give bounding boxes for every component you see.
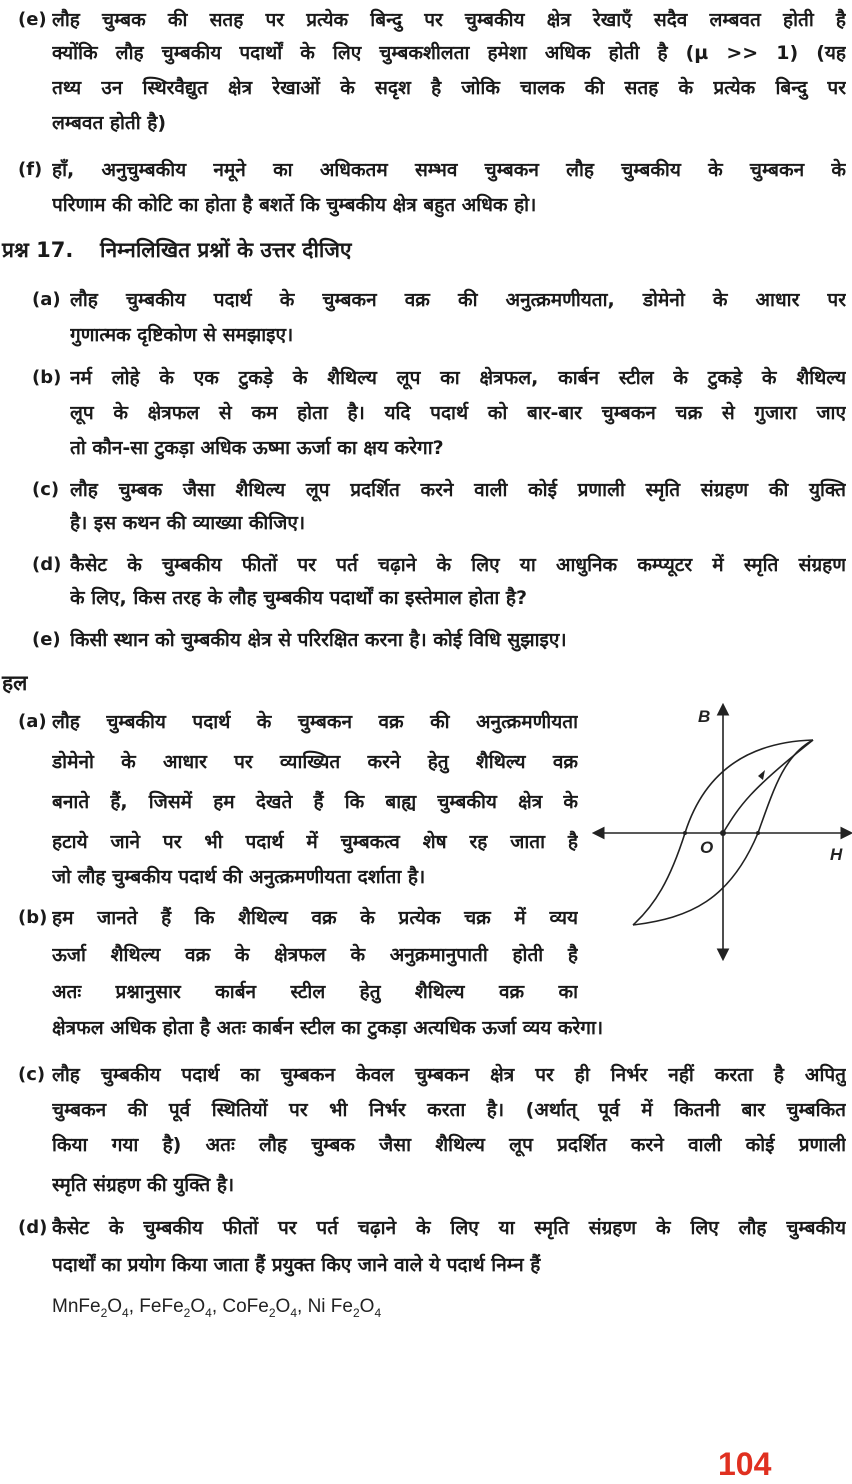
- item-label: (c): [32, 479, 60, 500]
- formula-part: 4: [374, 1305, 382, 1320]
- text-line: पदार्थों का प्रयोग किया जाता हैं प्रयुक्त किए जाने वाले ये पदार्थ निम्न हैं: [52, 1254, 541, 1276]
- text-line: स्मृति संग्रहण की युक्ति है।: [52, 1174, 235, 1196]
- item-label: (c): [18, 1064, 46, 1085]
- text-line: जो लौह चुम्बकीय पदार्थ की अनुत्क्रमणीयता दर्शाता है।: [52, 866, 426, 888]
- formula-part: O: [107, 1296, 123, 1317]
- formula-part: 4: [122, 1305, 129, 1320]
- formula-part: 2: [268, 1305, 276, 1320]
- text-line: लौह चुम्बकीय पदार्थ के चुम्बकन वक्र की अनुत्क्रमणीयता, डोमेनो के आधार पर: [70, 289, 846, 311]
- text-line: लम्बवत होती है): [52, 112, 167, 134]
- text-line: तो कौन-सा टुकड़ा अधिक ऊष्मा ऊर्जा का क्षय करेगा?: [70, 437, 444, 459]
- text-line: लौह चुम्बकीय पदार्थ का चुम्बकन केवल चुम्बकन क्षेत्र पर ही निर्भर नहीं करता है अपितु: [52, 1064, 846, 1086]
- text-line: नर्म लोहे के एक टुकड़े के शैथिल्य लूप का क्षेत्रफल, कार्बन स्टील के टुकड़े के शैथिल्य: [70, 367, 846, 389]
- formula-part: O: [275, 1296, 291, 1317]
- formula: [52, 1296, 140, 1320]
- text-line: लूप के क्षेत्रफल से कम होता है। यदि पदार्थ को बार-बार चुम्बकन चक्र से गुजारा जाए: [70, 402, 846, 424]
- formula-part: 4: [290, 1305, 297, 1320]
- formula-part: Ni Fe: [307, 1296, 353, 1317]
- formula-part: 4: [205, 1305, 212, 1320]
- b-axis-label: B: [698, 707, 711, 726]
- formula-part: 2: [183, 1305, 191, 1320]
- item-label: (e): [18, 9, 47, 30]
- hysteresis-loop-diagram: [580, 690, 852, 990]
- item-label: (e): [32, 629, 61, 650]
- text-line: बनाते हैं, जिसमें हम देखते हैं कि बाह्य चुम्बकीय क्षेत्र के: [52, 791, 578, 813]
- formula-part: O: [359, 1296, 375, 1317]
- text-line: हटाये जाने पर भी पदार्थ में चुम्बकत्व शेष रह जाता है: [52, 831, 578, 853]
- formula-part: ,: [211, 1296, 223, 1317]
- item-label: (d): [18, 1217, 48, 1238]
- text-line: तथ्य उन स्थिरवैद्युत क्षेत्र रेखाओं के सदृश है जोकि चालक की सतह के प्रत्येक बिन्दु पर: [52, 77, 846, 99]
- formula-part: 2: [100, 1305, 108, 1320]
- text-line: किसी स्थान को चुम्बकीय क्षेत्र से परिरक्षित करना है। कोई विधि सुझाइए।: [70, 629, 567, 651]
- formula-part: O: [190, 1296, 206, 1317]
- text-line: गुणात्मक दृष्टिकोण से समझाइए।: [70, 324, 294, 346]
- formula: [307, 1296, 382, 1320]
- item-label: (a): [18, 711, 47, 732]
- formula-part: CoFe: [222, 1296, 269, 1317]
- text-line: हाँ, अनुचुम्बकीय नमूने का अधिकतम सम्भव चुम्बकन लौह चुम्बकीय के चुम्बकन के: [52, 159, 846, 181]
- text-line: लौह चुम्बक की सतह पर प्रत्येक बिन्दु पर चुम्बकीय क्षेत्र रेखाएँ सदैव लम्बवत होती है: [52, 9, 846, 31]
- text-line: ऊर्जा शैथिल्य वक्र के क्षेत्रफल के अनुक्रमानुपाती होती है: [52, 944, 578, 966]
- formula: [222, 1296, 308, 1320]
- text-line: कैसेट के चुम्बकीय फीतों पर पर्त चढ़ाने के लिए या आधुनिक कम्प्यूटर में स्मृति संग्रहण: [70, 554, 846, 576]
- text-line: अतः प्रश्नानुसार कार्बन स्टील हेतु शैथिल्य वक्र का: [52, 981, 578, 1003]
- question-prompt: निम्नलिखित प्रश्नों के उत्तर दीजिए: [100, 238, 352, 262]
- text-line: किया गया है) अतः लौह चुम्बक जैसा शैथिल्य लूप प्रदर्शित करने वाली कोई प्रणाली: [52, 1134, 846, 1156]
- formula-part: ,: [128, 1296, 140, 1317]
- initial-magnetization-curve: [723, 740, 813, 833]
- item-label: (b): [18, 907, 48, 928]
- text-line: के लिए, किस तरह के लौह चुम्बकीय पदार्थों का इस्तेमाल होता है?: [70, 587, 527, 609]
- formula-part: FeFe: [139, 1296, 184, 1317]
- text-line: लौह चुम्बकीय पदार्थ के चुम्बकन वक्र की अनुत्क्रमणीयता: [52, 711, 578, 733]
- item-label: (a): [32, 289, 61, 310]
- question-number: प्रश्न 17.: [2, 238, 74, 262]
- text-line: है। इस कथन की व्याख्या कीजिए।: [70, 512, 306, 534]
- text-line: चुम्बकन की पूर्व स्थितियों पर भी निर्भर करता है। (अर्थात् पूर्व में कितनी बार चुम्बकित: [52, 1099, 846, 1121]
- origin-label: O: [700, 838, 714, 857]
- solution-heading: हल: [2, 671, 28, 695]
- formula-part: 2: [352, 1305, 360, 1320]
- text-line: कैसेट के चुम्बकीय फीतों पर पर्त चढ़ाने के लिए या स्मृति संग्रहण के लिए लौह चुम्बकीय: [52, 1217, 846, 1239]
- formula: [139, 1296, 223, 1320]
- text-line: हम जानते हैं कि शैथिल्य वक्र के प्रत्येक चक्र में व्यय: [52, 907, 578, 929]
- formula-part: ,: [297, 1296, 308, 1317]
- text-line: डोमेनो के आधार पर व्याख्यित करने हेतु शैथिल्य वक्र: [52, 751, 578, 773]
- ferrite-formulas: [52, 1296, 381, 1320]
- formula-part: MnFe: [52, 1296, 101, 1317]
- item-label: (f): [18, 159, 43, 180]
- text-line: क्योंकि लौह चुम्बकीय पदार्थों के लिए चुम्बकशीलता हमेशा अधिक होती है (µ >> 1) (यह: [52, 42, 846, 64]
- text-line: क्षेत्रफल अधिक होता है अतः कार्बन स्टील का टुकड़ा अत्यधिक ऊर्जा व्यय करेगा।: [52, 1017, 604, 1039]
- item-label: (b): [32, 367, 62, 388]
- text-line: परिणाम की कोटि का होता है बशर्ते कि चुम्बकीय क्षेत्र बहुत अधिक हो।: [52, 194, 537, 216]
- h-axis-label: H: [830, 845, 843, 864]
- direction-arrow: [758, 770, 765, 780]
- item-label: (d): [32, 554, 62, 575]
- text-line: लौह चुम्बक जैसा शैथिल्य लूप प्रदर्शित करने वाली कोई प्रणाली स्मृति संग्रहण की युक्ति: [70, 479, 846, 501]
- page-number: 104: [718, 1446, 772, 1482]
